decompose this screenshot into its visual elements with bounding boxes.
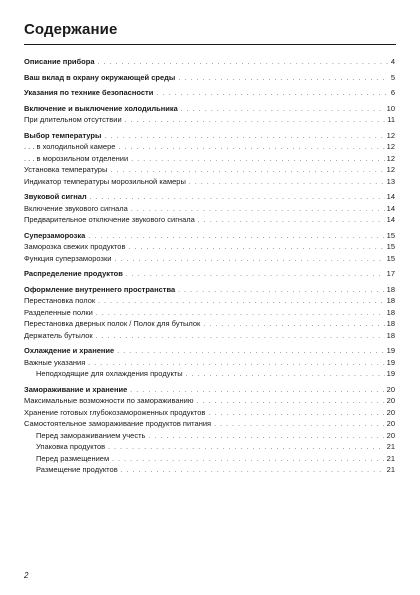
toc-entry-label: Перед замораживанием учесть: [36, 430, 146, 440]
toc-leader-dots: [214, 419, 385, 430]
toc-entry-page: 20: [386, 384, 395, 394]
toc-entry-page: 20: [386, 430, 395, 440]
toc-leader-dots: [131, 154, 384, 165]
toc-entry[interactable]: [24, 130, 395, 142]
page-number: 2: [24, 571, 29, 580]
toc-entry-page: 18: [386, 284, 395, 294]
toc-entry-page: 11: [387, 115, 395, 124]
toc-entry[interactable]: [24, 357, 395, 369]
toc-entry-label: Разделенные полки: [24, 307, 93, 317]
toc-entry-label: Ваш вклад в охрану окружающей среды: [24, 72, 176, 82]
toc-entry[interactable]: [24, 441, 395, 453]
toc-leader-dots: [112, 454, 385, 465]
toc-entry-label: Включение звукового сигнала: [24, 203, 128, 213]
toc-entry[interactable]: [24, 72, 395, 84]
toc-leader-dots: [125, 115, 386, 126]
toc-entry[interactable]: [24, 464, 395, 476]
toc-entry-page: 19: [386, 369, 395, 378]
toc-entry-page: 12: [386, 165, 395, 174]
toc-entry-label: Держатель бутылок: [24, 330, 93, 340]
toc-entry-label: Самостоятельное замораживание продуктов питания: [24, 419, 212, 428]
toc-entry-label: Суперзаморозка: [24, 230, 86, 240]
toc-leader-dots: [189, 177, 385, 188]
toc-entry[interactable]: [24, 318, 395, 330]
toc-entry-label: Указания по технике безопасности: [24, 88, 154, 97]
toc-entry[interactable]: [24, 87, 395, 99]
toc-entry[interactable]: [24, 268, 395, 280]
toc-entry[interactable]: [24, 253, 395, 265]
toc-entry-label: При длительном отсутствии: [24, 115, 122, 124]
toc-entry-label: Оформление внутреннего пространства: [24, 284, 176, 294]
toc-entry-page: 18: [386, 330, 395, 340]
toc-entry-label: Установка температуры: [24, 165, 108, 174]
toc-entry[interactable]: [24, 214, 395, 226]
toc-entry[interactable]: [24, 295, 395, 307]
toc-leader-dots: [181, 104, 385, 115]
toc-leader-dots: [90, 192, 385, 203]
toc-entry-label: Максимальные возможности по замораживанию: [24, 396, 194, 405]
toc-entry[interactable]: [24, 284, 395, 296]
toc-entry[interactable]: [24, 241, 395, 253]
toc-entry-label: Хранение готовых глубокозамороженных продуктов: [24, 407, 206, 417]
toc-entry-label: Важные указания: [24, 357, 86, 367]
toc-entry[interactable]: [24, 203, 395, 215]
toc-entry-page: 6: [390, 88, 395, 97]
toc-entry[interactable]: [24, 345, 395, 357]
toc-entry-page: 13: [386, 176, 395, 186]
toc-leader-dots: [186, 369, 385, 380]
toc-leader-dots: [98, 57, 389, 68]
toc-leader-dots: [130, 385, 384, 396]
toc-entry[interactable]: [24, 191, 395, 203]
toc-entry[interactable]: [24, 384, 395, 396]
toc-entry-label: Индикатор температуры морозильной камеры: [24, 176, 186, 186]
toc-entry-page: 10: [386, 103, 395, 113]
toc-entry[interactable]: [24, 307, 395, 319]
toc-leader-dots: [108, 442, 385, 453]
toc-leader-dots: [104, 131, 384, 142]
toc-entry-label: Охлаждение и хранение: [24, 346, 115, 355]
toc-entry-label: Замораживание и хранение: [24, 384, 128, 394]
toc-entry-page: 12: [386, 130, 395, 140]
toc-entry-label: Звуковой сигнал: [24, 192, 87, 201]
toc-leader-dots: [148, 431, 384, 442]
toc-entry-page: 5: [390, 72, 395, 82]
toc-entry-page: 15: [386, 230, 395, 240]
toc-leader-dots: [128, 242, 384, 253]
toc-entry[interactable]: [24, 164, 395, 176]
toc-entry-label: Неподходящие для охлаждения продукты: [36, 369, 183, 378]
toc-entry-page: 21: [386, 442, 395, 451]
toc-entry-page: 19: [386, 357, 395, 367]
toc-leader-dots: [131, 204, 385, 215]
toc-entry-label: Размещение продуктов: [36, 465, 118, 474]
toc-entry-label: Описание прибора: [24, 57, 95, 66]
toc-leader-dots: [203, 319, 384, 330]
toc-leader-dots: [98, 296, 385, 307]
toc-entry[interactable]: [24, 56, 395, 68]
toc-leader-dots: [88, 358, 384, 369]
toc-leader-dots: [198, 215, 385, 226]
toc-entry-page: 21: [386, 465, 395, 474]
toc-entry-label: Функция суперзаморозки: [24, 253, 112, 263]
toc-leader-dots: [197, 396, 385, 407]
toc-entry-label: Перед размещением: [36, 453, 110, 463]
toc-entry[interactable]: [24, 418, 395, 430]
toc-leader-dots: [118, 142, 384, 153]
toc-leader-dots: [156, 88, 389, 99]
title-rule: [24, 44, 396, 45]
toc-entry-page: 20: [386, 419, 395, 428]
toc-leader-dots: [117, 346, 384, 357]
toc-entry-page: 18: [386, 296, 395, 305]
toc-leader-dots: [178, 73, 389, 84]
toc-entry-label: . . . в холодильной камере: [24, 142, 116, 151]
toc-leader-dots: [114, 254, 384, 265]
toc-leader-dots: [110, 165, 384, 176]
toc-entry-page: 18: [386, 307, 395, 317]
toc-entry-page: 14: [386, 203, 395, 213]
toc-leader-dots: [96, 331, 385, 342]
toc-entry-page: 15: [386, 242, 395, 251]
toc-entry-label: Перестановка полок: [24, 296, 96, 305]
toc-leader-dots: [126, 269, 385, 280]
toc-entry-label: Перестановка дверных полок / Полок для бутылок: [24, 319, 201, 328]
toc-leader-dots: [208, 408, 384, 419]
toc-entry-label: Предварительное отключение звукового сигнала: [24, 215, 195, 224]
toc-entry[interactable]: [24, 176, 395, 188]
toc-leader-dots: [96, 308, 385, 319]
toc-entry-page: 21: [386, 453, 395, 463]
page-title: Содержание: [24, 21, 118, 38]
toc-entry[interactable]: [24, 453, 395, 465]
toc-leader-dots: [178, 285, 385, 296]
table-of-contents: [24, 56, 395, 476]
toc-entry-label: . . . в морозильном отделении: [24, 153, 129, 163]
toc-entry-page: 12: [386, 153, 395, 163]
toc-entry-page: 20: [386, 396, 395, 405]
toc-entry[interactable]: [24, 395, 395, 407]
toc-entry-page: 14: [386, 215, 395, 224]
toc-entry-label: Заморозка свежих продуктов: [24, 242, 126, 251]
toc-entry[interactable]: [24, 153, 395, 165]
toc-entry[interactable]: [24, 430, 395, 442]
toc-entry-label: Выбор температуры: [24, 130, 102, 140]
toc-entry-label: Упаковка продуктов: [36, 442, 106, 451]
toc-entry-page: 4: [390, 57, 395, 66]
toc-entry[interactable]: [24, 141, 395, 153]
toc-entry-page: 19: [386, 346, 395, 355]
toc-entry-label: Включение и выключение холодильника: [24, 103, 178, 113]
toc-entry[interactable]: [24, 330, 395, 342]
toc-entry[interactable]: [24, 230, 395, 242]
toc-entry-page: 18: [386, 319, 395, 328]
toc-entry-page: 20: [386, 407, 395, 417]
toc-entry[interactable]: [24, 103, 395, 115]
toc-entry-label: Распределение продуктов: [24, 269, 123, 278]
toc-leader-dots: [88, 231, 384, 242]
toc-entry[interactable]: [24, 114, 395, 126]
toc-entry-page: 14: [386, 192, 395, 201]
toc-leader-dots: [121, 465, 385, 476]
toc-entry-page: 17: [386, 269, 395, 278]
toc-entry-page: 12: [386, 142, 395, 151]
toc-entry-page: 15: [386, 253, 395, 263]
toc-entry[interactable]: [24, 368, 395, 380]
toc-entry[interactable]: [24, 407, 395, 419]
